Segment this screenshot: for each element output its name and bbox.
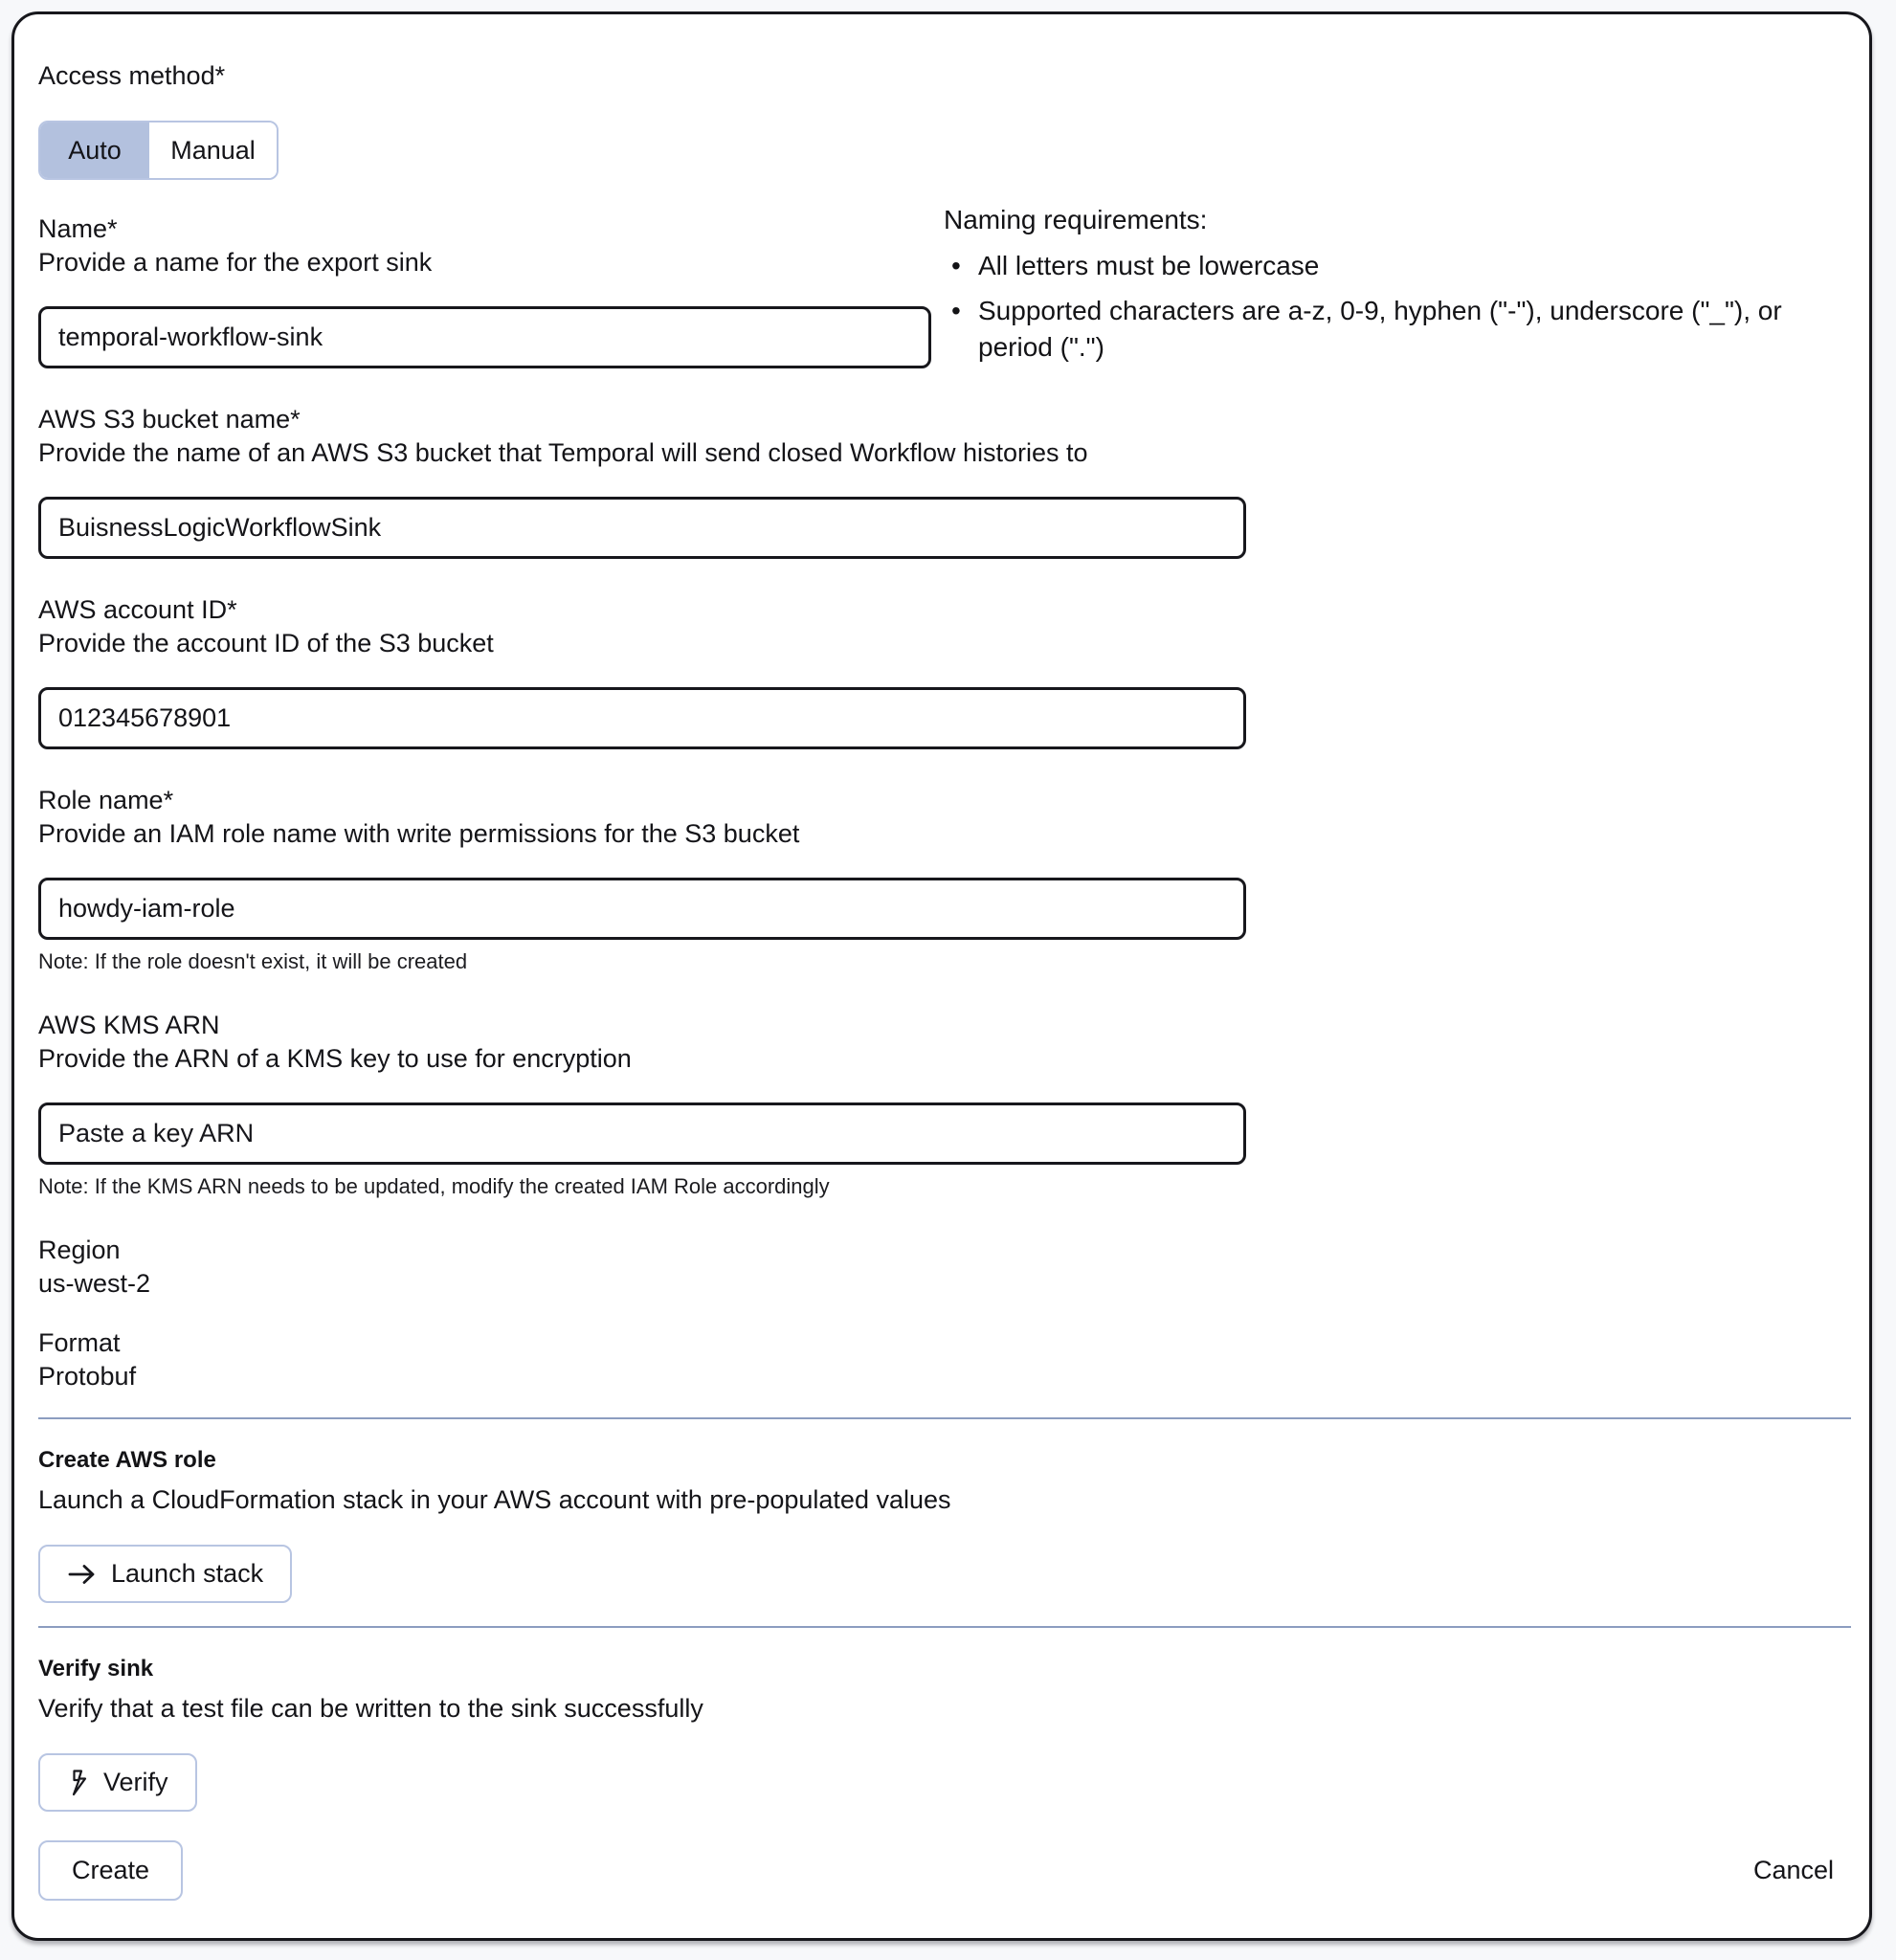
format-label: Format bbox=[38, 1328, 121, 1357]
account-id-description: Provide the account ID of the S3 bucket bbox=[38, 629, 494, 657]
export-sink-form-card bbox=[11, 11, 1872, 1941]
arrow-right-icon bbox=[67, 1563, 97, 1586]
divider bbox=[38, 1417, 1851, 1419]
s3-bucket-input[interactable] bbox=[38, 497, 1246, 559]
kms-arn-label: AWS KMS ARN bbox=[38, 1011, 220, 1039]
verify-sink-description: Verify that a test file can be written to the sink successfully bbox=[38, 1694, 703, 1723]
naming-requirement-item: • All letters must be lowercase bbox=[944, 248, 1848, 284]
name-input[interactable] bbox=[38, 306, 931, 368]
create-aws-role-title: Create AWS role bbox=[38, 1447, 216, 1473]
verify-button-label: Verify bbox=[103, 1768, 168, 1796]
verify-sink-title: Verify sink bbox=[38, 1656, 154, 1682]
role-name-note: Note: If the role doesn't exist, it will be created bbox=[38, 949, 468, 973]
kms-arn-description: Provide the ARN of a KMS key to use for encryption bbox=[38, 1044, 632, 1073]
access-method-manual-button[interactable]: Manual bbox=[149, 122, 277, 178]
role-name-label: Role name* bbox=[38, 786, 174, 814]
create-button[interactable]: Create bbox=[38, 1840, 183, 1901]
access-method-label: Access method* bbox=[38, 61, 226, 90]
account-id-label: AWS account ID* bbox=[38, 595, 237, 624]
naming-requirements-title: Naming requirements: bbox=[944, 205, 1208, 234]
s3-bucket-description: Provide the name of an AWS S3 bucket that Temporal will send closed Workflow histories to bbox=[38, 438, 1088, 467]
naming-requirement-item: • Supported characters are a-z, 0-9, hyphen ("-"), underscore ("_"), or period (".") bbox=[944, 293, 1848, 366]
region-label: Region bbox=[38, 1236, 121, 1264]
name-label: Name* bbox=[38, 214, 118, 243]
role-name-input[interactable] bbox=[38, 878, 1246, 940]
verify-button[interactable] bbox=[38, 1753, 197, 1812]
divider bbox=[38, 1626, 1851, 1628]
account-id-input[interactable] bbox=[38, 687, 1246, 749]
kms-arn-note: Note: If the KMS ARN needs to be updated, modify the created IAM Role accordingly bbox=[38, 1174, 830, 1198]
create-aws-role-description: Launch a CloudFormation stack in your AWS account with pre-populated values bbox=[38, 1485, 951, 1514]
naming-requirements-list bbox=[944, 248, 1848, 366]
name-description: Provide a name for the export sink bbox=[38, 248, 433, 277]
role-name-description: Provide an IAM role name with write permissions for the S3 bucket bbox=[38, 819, 800, 848]
kms-arn-input[interactable] bbox=[38, 1102, 1246, 1165]
region-value: us-west-2 bbox=[38, 1269, 151, 1298]
naming-requirements bbox=[944, 202, 1848, 366]
access-method-toggle bbox=[38, 121, 279, 180]
lightning-bolt-icon bbox=[67, 1769, 89, 1797]
launch-stack-button[interactable] bbox=[38, 1545, 292, 1603]
access-method-auto-button[interactable]: Auto bbox=[40, 122, 149, 178]
cancel-button[interactable]: Cancel bbox=[1752, 1856, 1834, 1884]
launch-stack-button-label: Launch stack bbox=[111, 1559, 264, 1588]
format-value: Protobuf bbox=[38, 1362, 137, 1391]
s3-bucket-label: AWS S3 bucket name* bbox=[38, 405, 301, 434]
